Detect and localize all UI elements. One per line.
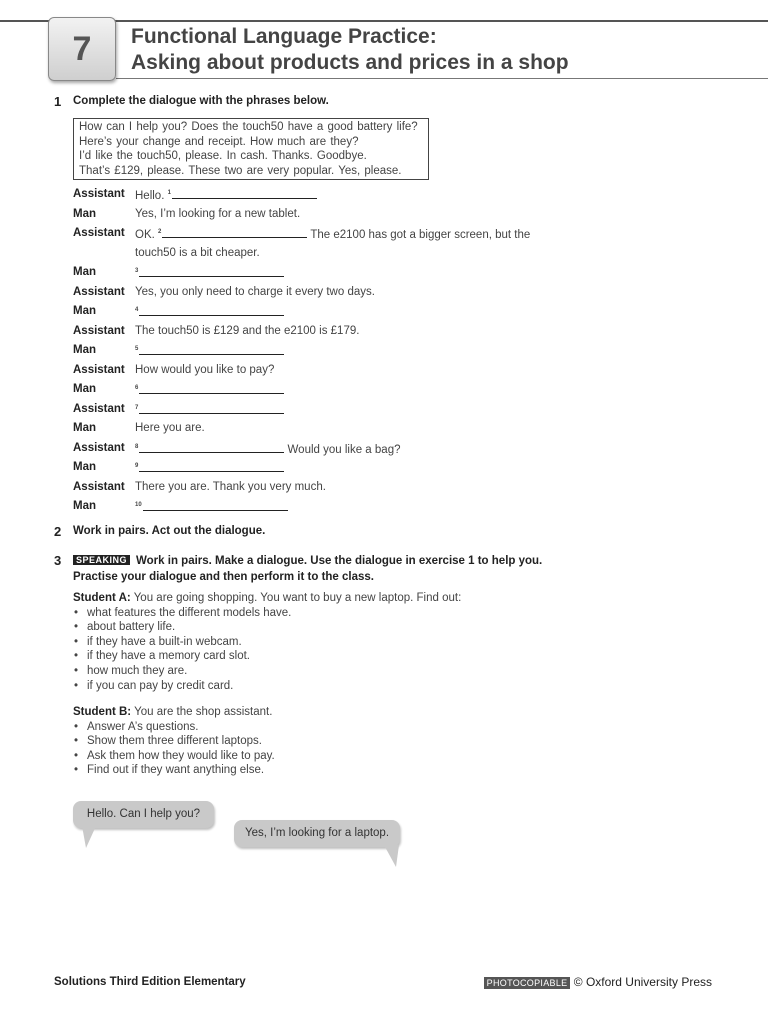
dialogue-text xyxy=(135,362,274,378)
speaker-label: Assistant xyxy=(73,441,125,454)
student-b-point: • Ask them how they would like to pay. xyxy=(73,749,275,764)
speaker-label: Man xyxy=(73,305,96,317)
exercise-3-instruction xyxy=(73,553,542,585)
dialogue-text xyxy=(135,264,284,282)
student-a-block xyxy=(73,591,461,693)
answer-blank[interactable] xyxy=(172,186,317,199)
dialogue-text-part: Yes, you only need to charge it every two days. xyxy=(135,285,375,298)
bubble-left-tail-icon xyxy=(82,826,98,850)
footer-copyright xyxy=(484,975,712,989)
speech-bubble-left xyxy=(73,801,214,828)
answer-blank[interactable] xyxy=(139,264,284,277)
gap-number: 5 xyxy=(135,346,139,352)
student-a-point: • if you can pay by credit card. xyxy=(73,679,461,694)
dialogue-text xyxy=(135,225,530,243)
answer-blank[interactable] xyxy=(143,498,288,511)
speaker-label: Man xyxy=(73,422,96,434)
answer-blank[interactable] xyxy=(139,459,284,472)
speaker-label: Man xyxy=(73,344,96,356)
student-b-intro: You are the shop assistant. xyxy=(131,706,273,718)
gap-number: 9 xyxy=(135,463,139,469)
gap-number: 8 xyxy=(135,443,139,450)
gap-number: 4 xyxy=(135,307,139,313)
student-b-point: • Find out if they want anything else. xyxy=(73,763,275,778)
dialogue-text xyxy=(135,323,359,339)
dialogue-text xyxy=(135,206,300,222)
speaker-label: Man xyxy=(73,500,96,512)
dialogue-text xyxy=(135,459,284,477)
dialogue-text xyxy=(135,401,284,419)
exercise-1-instruction: Complete the dialogue with the phrases below. xyxy=(73,95,329,107)
student-a-point: • if they have a memory card slot. xyxy=(73,649,461,664)
dialogue-text-part: Hello. xyxy=(135,190,168,202)
phrase-line: Here’s your change and receipt. How much are they? xyxy=(79,135,359,148)
phrase-box xyxy=(73,118,429,180)
student-a-intro: You are going shopping. You want to buy a new laptop. Find out: xyxy=(130,592,462,604)
student-a-label: Student A: xyxy=(73,592,131,604)
dialogue-text xyxy=(135,498,288,516)
answer-blank[interactable] xyxy=(139,440,284,453)
dialogue-text-part: The touch50 is £129 and the e2100 is £179. xyxy=(135,324,360,337)
speech-bubble-right xyxy=(234,820,400,847)
dialogue-text xyxy=(135,186,317,204)
dialogue-text-part: OK. xyxy=(135,229,159,241)
speaker-label: Assistant xyxy=(73,363,125,376)
dialogue-text-part: Here you are. xyxy=(135,422,205,434)
gap-number: 2 xyxy=(158,229,162,235)
phrase-line: How can I help you? Does the touch50 have a good battery life? xyxy=(79,121,418,133)
title-line-2: Asking about products and prices in a shop xyxy=(131,51,569,74)
header-bottom-rule xyxy=(116,78,768,79)
answer-blank[interactable] xyxy=(139,342,284,355)
student-a-point: • if they have a built-in webcam. xyxy=(73,635,461,650)
dialogue-text-part: The e2100 has got a bigger screen, but the xyxy=(307,229,531,241)
speaker-label: Assistant xyxy=(73,188,125,200)
bubble-right-tail-icon xyxy=(382,845,400,869)
dialogue-text xyxy=(135,245,260,261)
speaker-label: Man xyxy=(73,266,96,278)
exercise-2-instruction: Work in pairs. Act out the dialogue. xyxy=(73,525,266,537)
instruction-line-1: Work in pairs. Make a dialogue. Use the dialogue in exercise 1 to help you. xyxy=(136,555,543,567)
student-b-point: • Answer A’s questions. xyxy=(73,720,275,735)
publisher-text: © Oxford University Press xyxy=(573,975,712,989)
dialogue-text xyxy=(135,342,284,360)
answer-blank[interactable] xyxy=(139,303,284,316)
exercise-2-number: 2 xyxy=(54,524,62,539)
student-b-label: Student B: xyxy=(73,706,132,718)
speaker-label: Assistant xyxy=(73,480,125,493)
dialogue-text xyxy=(135,381,284,399)
dialogue-text xyxy=(135,303,284,321)
bubble-right-text: Yes, I’m looking for a laptop. xyxy=(244,827,390,839)
dialogue-text-part: touch50 is a bit cheaper. xyxy=(135,246,260,259)
gap-number: 1 xyxy=(167,190,171,196)
exercise-3-number: 3 xyxy=(54,553,62,568)
footer-book-title: Solutions Third Edition Elementary xyxy=(54,976,246,988)
bubble-left-text: Hello. Can I help you? xyxy=(86,808,201,820)
dialogue-text xyxy=(135,420,205,436)
speaker-label: Man xyxy=(73,207,96,220)
speaker-label: Assistant xyxy=(73,227,125,239)
dialogue-text-part: Would you like a bag? xyxy=(284,443,401,456)
answer-blank[interactable] xyxy=(139,401,284,414)
dialogue-text-part: There you are. Thank you very much. xyxy=(135,480,326,493)
dialogue-text xyxy=(135,440,400,458)
student-a-point: • what features the different models have. xyxy=(73,606,461,621)
phrase-line: That’s £129, please. These two are very popular. Yes, please. xyxy=(79,164,402,177)
dialogue-text xyxy=(135,284,375,300)
answer-blank[interactable] xyxy=(162,225,307,238)
student-a-point: • about battery life. xyxy=(73,620,461,635)
unit-number-badge: 7 xyxy=(48,17,116,81)
student-b-point: • Show them three different laptops. xyxy=(73,734,275,749)
exercise-1-number: 1 xyxy=(54,94,62,109)
dialogue-text xyxy=(135,479,326,495)
page-title xyxy=(131,24,569,76)
gap-number: 10 xyxy=(135,502,142,508)
speaker-label: Assistant xyxy=(73,285,125,298)
gap-number: 3 xyxy=(135,268,139,274)
answer-blank[interactable] xyxy=(139,381,284,394)
student-b-block xyxy=(73,705,275,778)
phrase-line: I’d like the touch50, please. In cash. Thanks. Goodbye. xyxy=(79,150,367,162)
student-a-point: • how much they are. xyxy=(73,664,461,679)
dialogue-text-part: How would you like to pay? xyxy=(135,363,275,376)
speaking-badge: SPEAKING xyxy=(73,555,130,565)
dialogue-text-part: Yes, I’m looking for a new tablet. xyxy=(135,207,301,220)
gap-number: 6 xyxy=(135,385,139,391)
speaker-label: Assistant xyxy=(73,324,125,337)
speaker-label: Assistant xyxy=(73,402,125,415)
title-line-1: Functional Language Practice: xyxy=(131,25,437,48)
photocopiable-badge: PHOTOCOPIABLE xyxy=(484,977,571,989)
gap-number: 7 xyxy=(135,404,139,411)
instruction-line-2: Practise your dialogue and then perform it to the class. xyxy=(73,570,374,583)
speaker-label: Man xyxy=(73,383,96,395)
speaker-label: Man xyxy=(73,461,96,473)
